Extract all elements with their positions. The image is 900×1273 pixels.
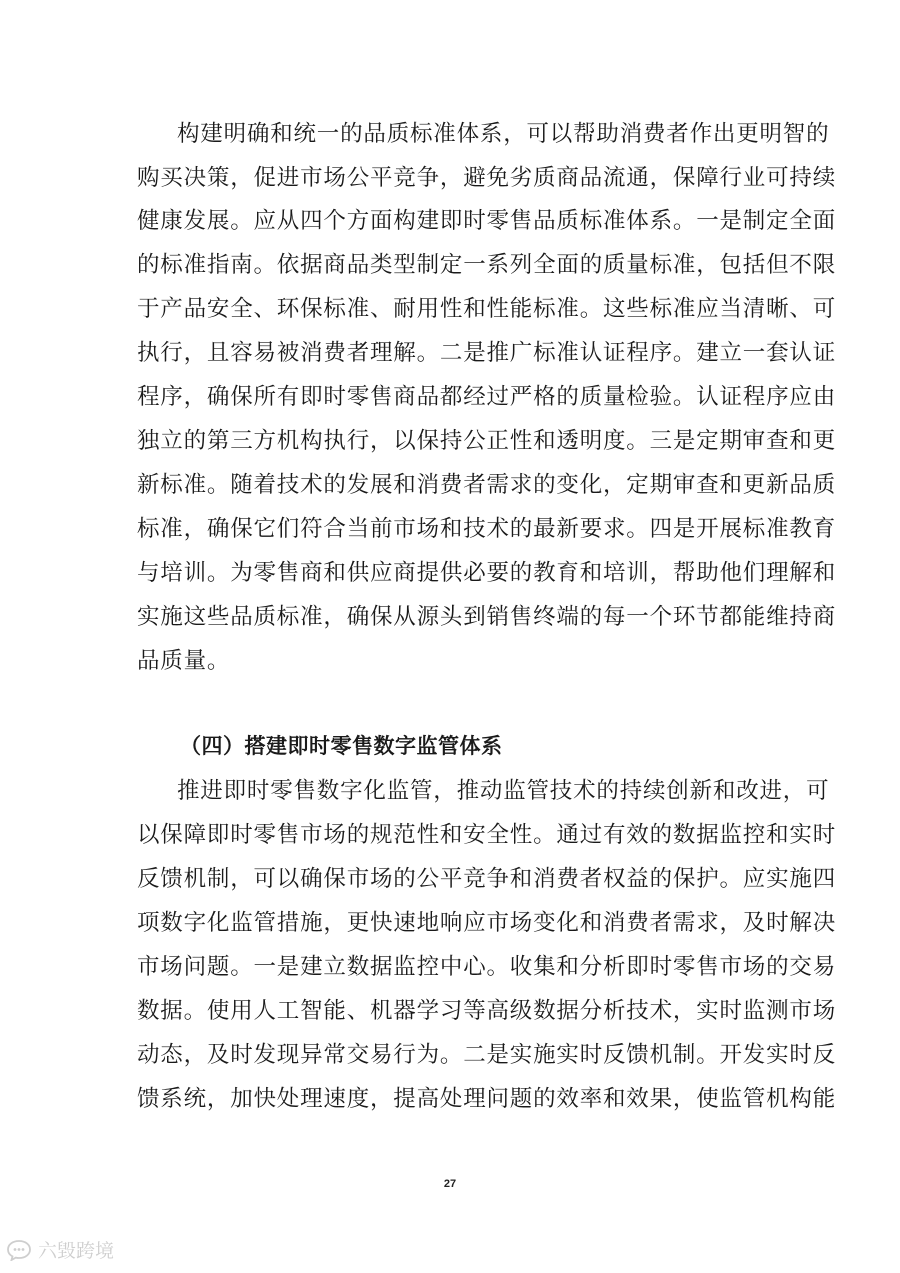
chat-bubble-logo-icon xyxy=(6,1239,32,1261)
watermark xyxy=(6,1236,114,1263)
paragraph-1-line: 健康发展。应从四个方面构建即时零售品质标准体系。一是制定全面 xyxy=(137,208,837,234)
paragraph-2-line: 推进即时零售数字化监管，推动监管技术的持续创新和改进，可 xyxy=(177,778,830,804)
paragraph-1-line: 执行，且容易被消费者理解。二是推广标准认证程序。建立一套认证 xyxy=(137,340,837,366)
paragraph-2-line: 反馈机制，可以确保市场的公平竞争和消费者权益的保护。应实施四 xyxy=(137,866,837,892)
paragraph-1-line: 品质量。 xyxy=(137,648,231,674)
paragraph-1-line: 标准，确保它们符合当前市场和技术的最新要求。四是开展标准教育 xyxy=(137,516,837,542)
paragraph-1-line: 于产品安全、环保标准、耐用性和性能标准。这些标准应当清晰、可 xyxy=(137,296,837,322)
paragraph-2-line: 动态，及时发现异常交易行为。二是实施实时反馈机制。开发实时反 xyxy=(137,1042,837,1068)
section-heading: （四）搭建即时零售数字监管体系 xyxy=(180,734,503,758)
paragraph-1-line: 实施这些品质标准，确保从源头到销售终端的每一个环节都能维持商 xyxy=(137,604,837,630)
paragraph-1-line: 新标准。随着技术的发展和消费者需求的变化，定期审查和更新品质 xyxy=(137,472,837,498)
paragraph-1-line: 独立的第三方机构执行，以保持公正性和透明度。三是定期审查和更 xyxy=(137,428,837,454)
paragraph-2-line: 馈系统，加快处理速度，提高处理问题的效率和效果，使监管机构能 xyxy=(137,1086,837,1112)
paragraph-2-line: 市场问题。一是建立数据监控中心。收集和分析即时零售市场的交易 xyxy=(137,954,837,980)
watermark-text: 六毀跨境 xyxy=(38,1240,115,1262)
paragraph-2-line: 数据。使用人工智能、机器学习等高级数据分析技术，实时监测市场 xyxy=(137,998,837,1024)
paragraph-1-line: 购买决策，促进市场公平竞争，避免劣质商品流通，保障行业可持续 xyxy=(137,165,837,191)
paragraph-2-line: 以保障即时零售市场的规范性和安全性。通过有效的数据监控和实时 xyxy=(137,822,837,848)
paragraph-1-line: 程序，确保所有即时零售商品都经过严格的质量检验。认证程序应由 xyxy=(137,384,837,410)
page-number: 27 xyxy=(443,1178,457,1190)
paragraph-1-line: 的标准指南。依据商品类型制定一系列全面的质量标准，包括但不限 xyxy=(137,252,837,278)
paragraph-2-line: 项数字化监管措施，更快速地响应市场变化和消费者需求，及时解决 xyxy=(137,910,837,936)
paragraph-1-line: 构建明确和统一的品质标准体系，可以帮助消费者作出更明智的 xyxy=(177,121,830,147)
paragraph-1-line: 与培训。为零售商和供应商提供必要的教育和培训，帮助他们理解和 xyxy=(137,560,837,586)
